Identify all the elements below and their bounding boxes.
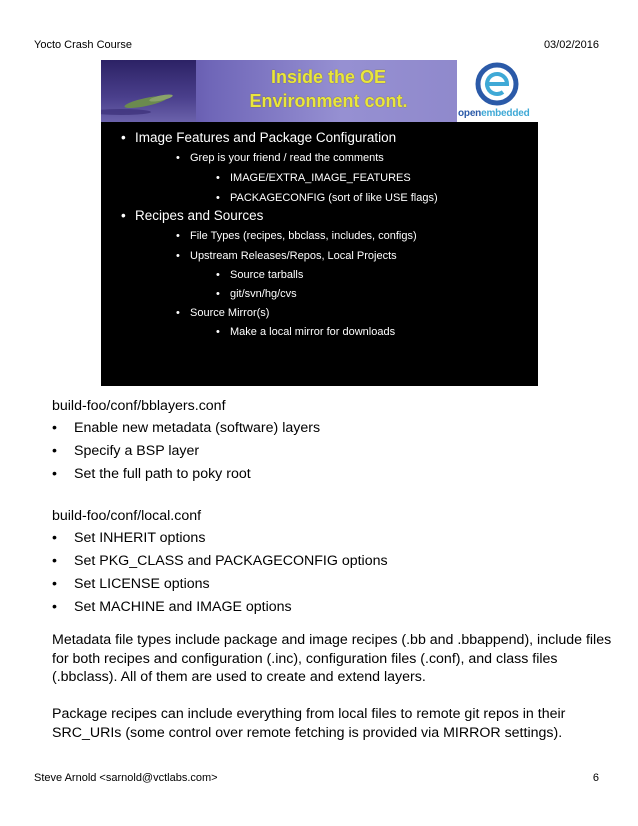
logo-text: openembedded bbox=[458, 108, 530, 119]
note-bullet: • Enable new metadata (software) layers bbox=[52, 420, 321, 436]
document-date: 03/02/2016 bbox=[543, 39, 599, 51]
note-bullet: • Set INHERIT options bbox=[52, 530, 206, 546]
note-bullet: • Set the full path to poky root bbox=[52, 466, 251, 482]
slide-list-item: • Grep is your friend / read the comments bbox=[176, 152, 384, 164]
slide-list-item: • Image Features and Package Configuration bbox=[121, 130, 397, 145]
slide-list-item: • git/svn/hg/cvs bbox=[216, 288, 297, 300]
document-header-title: Yocto Crash Course bbox=[34, 39, 133, 51]
metadata-paragraph: Metadata file types include package and image recipes (.bb and .bbappend), include files for both recipes and configuration (.inc), configuration files (.conf), and class files (.bbclass). All of them are used to create and extend layers. bbox=[52, 632, 612, 685]
slide-list-item: • Recipes and Sources bbox=[121, 208, 264, 223]
slide-list-item: • Source tarballs bbox=[216, 269, 304, 281]
recipes-paragraph: Package recipes can include everything from local files to remote git repos in their SRC_URIs (some control over remote fetching is provided via MIRROR settings). bbox=[52, 706, 566, 741]
banner-artwork bbox=[101, 60, 196, 122]
slide-list-item: • Upstream Releases/Repos, Local Projects bbox=[176, 250, 397, 262]
bblayers-heading: build-foo/conf/bblayers.conf bbox=[52, 398, 226, 414]
slide-list-item: • Make a local mirror for downloads bbox=[216, 326, 396, 338]
slide-list-item: • Source Mirror(s) bbox=[176, 307, 270, 319]
local-conf-heading: build-foo/conf/local.conf bbox=[52, 508, 202, 524]
slide-title: Inside the OE Environment cont. bbox=[249, 67, 408, 111]
slide-list-item: • File Types (recipes, bbclass, includes, configs) bbox=[176, 230, 417, 242]
slide-list-item: • PACKAGECONFIG (sort of like USE flags) bbox=[216, 192, 438, 204]
slide-list-item: • IMAGE/EXTRA_IMAGE_FEATURES bbox=[216, 172, 411, 184]
note-bullet: • Set LICENSE options bbox=[52, 576, 210, 592]
footer-author: Steve Arnold <sarnold@vctlabs.com> bbox=[34, 772, 218, 784]
note-bullet: • Set MACHINE and IMAGE options bbox=[52, 599, 292, 615]
note-bullet: • Specify a BSP layer bbox=[52, 443, 200, 459]
openembedded-e-icon bbox=[457, 60, 538, 108]
openembedded-logo bbox=[457, 60, 538, 122]
slide-banner bbox=[101, 60, 538, 122]
page-number: 6 bbox=[592, 772, 599, 784]
slide-thumbnail bbox=[101, 60, 538, 386]
note-bullet: • Set PKG_CLASS and PACKAGECONFIG options bbox=[52, 553, 388, 569]
